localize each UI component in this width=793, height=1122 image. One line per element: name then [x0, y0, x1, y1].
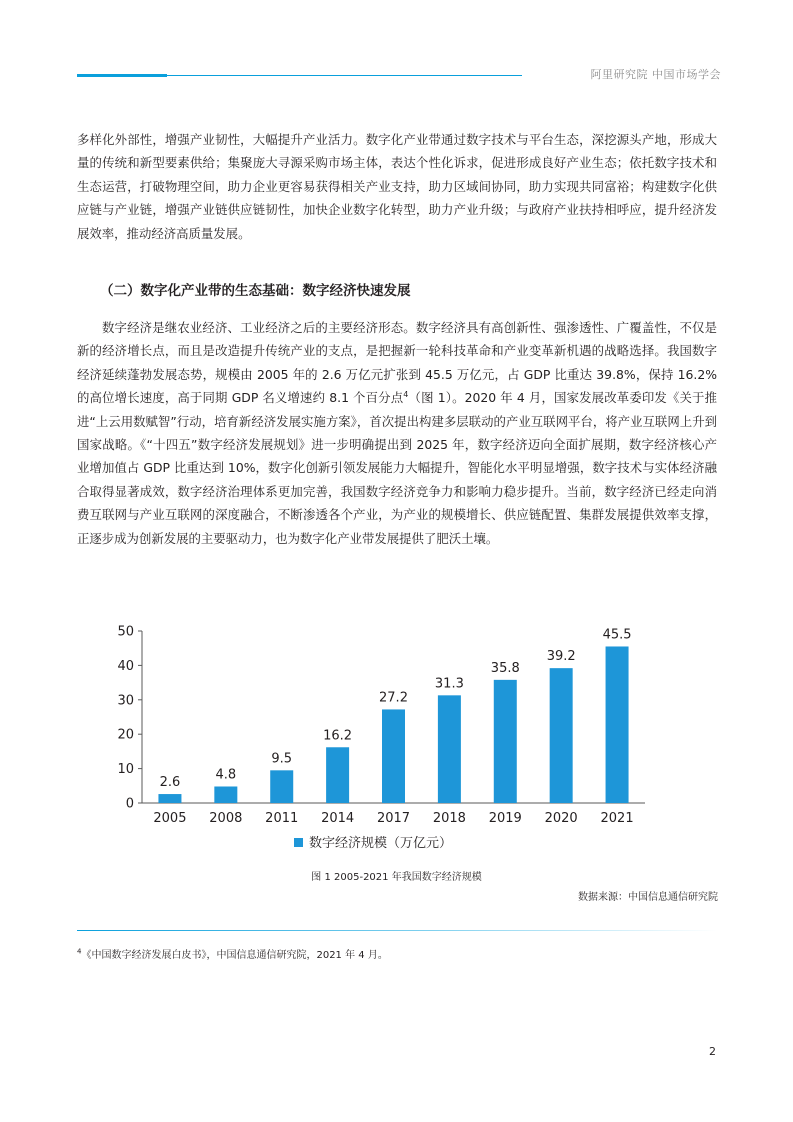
- bar-chart-svg: [100, 616, 660, 861]
- x-tick-label: 2008: [209, 811, 243, 826]
- x-tick-label: 2017: [376, 811, 411, 826]
- bar-value-label: 27.2: [379, 690, 408, 706]
- footnote-text: 《中国数字经济发展白皮书》，中国信息通信研究院，2021 年 4 月。: [81, 950, 388, 961]
- paragraph-2-text-b: （图 1）。2020 年 4 月，国家发展改革委印发《关于推进“上云用数赋智”行动，培育新经济发展实施方案》，首次提出构建多层联动的产业互联网平台，将产业互联网上升到国家战略。《“十四五”数字经济发展规划》进一步明确提出到 2025 年，数字经济迈向全面扩展期，数字经济核心产业增加值占 GDP 比重达到 10%，数字化创新引领发展能力大幅提升，智能化水平明显增强，数字技术与实体经济融合取得显著成效，数字经济治理体系更加完善，我国数字经济竞争力和影响力稳步提升。当前，数字经济已经走向消费互联网与产业互联网的深度融合，不断渗透各个产业，为产业的规模增长、供应链配置、集群发展提供效率支撑，正逐步成为创新发展的主要驱动力，也为数字化产业带发展提供了肥沃土壤。: [77, 390, 718, 546]
- bar-value-label: 39.2: [546, 649, 576, 665]
- footnote-ref-mark: 4: [403, 390, 409, 400]
- y-tick-label: 30: [117, 693, 134, 709]
- bar-value-label: 45.5: [602, 627, 632, 643]
- x-tick-label: 2020: [544, 811, 578, 826]
- y-tick-label: 50: [117, 624, 134, 640]
- bar: [326, 747, 349, 803]
- bar: [550, 668, 573, 803]
- bar-value-label: 31.3: [434, 676, 464, 692]
- footnote-rule: [77, 930, 717, 931]
- x-tick-label: 2019: [488, 811, 522, 826]
- bar: [382, 709, 405, 803]
- y-tick-label: 10: [117, 762, 134, 778]
- bar: [606, 646, 629, 803]
- header-accent-bar: [77, 74, 167, 77]
- bar-value-label: 2.6: [159, 775, 181, 791]
- data-source: 数据来源：中国信息通信研究院: [578, 892, 718, 903]
- y-tick-label: 0: [125, 796, 134, 812]
- bar: [438, 695, 461, 803]
- figure-caption: 图 1 2005-2021 年我国数字经济规模: [311, 872, 482, 883]
- bar: [158, 794, 181, 803]
- x-tick-label: 2018: [432, 811, 466, 826]
- paragraph-2-text-a: 数字经济是继农业经济、工业经济之后的主要经济形态。数字经济具有高创新性、强渗透性、广覆盖性，不仅是新的经济增长点，而且是改造提升传统产业的支点，是把握新一轮科技革命和产业变革新机遇的战略选择。我国数字经济延续蓬勃发展态势，规模由 2005 年的 2.6 万亿元扩张到 45.5 万亿元，占 GDP 比重达 39.8%，保持 16.2% 的高位增长速度，高于同期 GDP 名义增速约 8.1 个百分点: [77, 320, 717, 406]
- bar-value-label: 35.8: [490, 660, 520, 676]
- section-title: （二）数字化产业带的生态基础：数字经济快速发展: [100, 283, 411, 299]
- page-number: 2: [709, 1045, 716, 1058]
- y-tick-label: 20: [117, 727, 134, 743]
- legend-swatch: [294, 838, 303, 847]
- bar: [270, 770, 293, 803]
- y-tick-label: 40: [117, 658, 134, 674]
- bar-value-label: 9.5: [271, 751, 293, 767]
- header-org-name: 阿里研究院 中国市场学会: [590, 68, 721, 81]
- footnote: [77, 946, 388, 961]
- x-tick-label: 2021: [600, 811, 634, 826]
- bar-value-label: 4.8: [215, 767, 237, 783]
- x-tick-label: 2014: [321, 811, 355, 826]
- bar: [494, 680, 517, 803]
- bar-chart: [100, 616, 660, 861]
- footnote-mark: 4: [77, 947, 82, 956]
- x-tick-label: 2005: [153, 811, 187, 826]
- bar-value-label: 16.2: [323, 728, 353, 744]
- body-paragraph-1: 多样化外部性，增强产业韧性，大幅提升产业活力。数字化产业带通过数字技术与平台生态，深挖源头产地，形成大量的传统和新型要素供给；集聚庞大寻源采购市场主体，表达个性化诉求，促进形成良好产业生态；依托数字技术和生态运营，打破物理空间，助力企业更容易获得相关产业支持，助力区域间协同，助力实现共同富裕；构建数字化供应链与产业链，增强产业链供应链韧性，加快企业数字化转型，助力产业升级；与政府产业扶持相呼应，提升经济发展效率，推动经济高质量发展。: [77, 132, 717, 241]
- legend-label: 数字经济规模（万亿元）: [309, 836, 453, 851]
- body-paragraph-2: [77, 316, 717, 550]
- bar: [214, 786, 237, 803]
- x-tick-label: 2011: [265, 811, 299, 826]
